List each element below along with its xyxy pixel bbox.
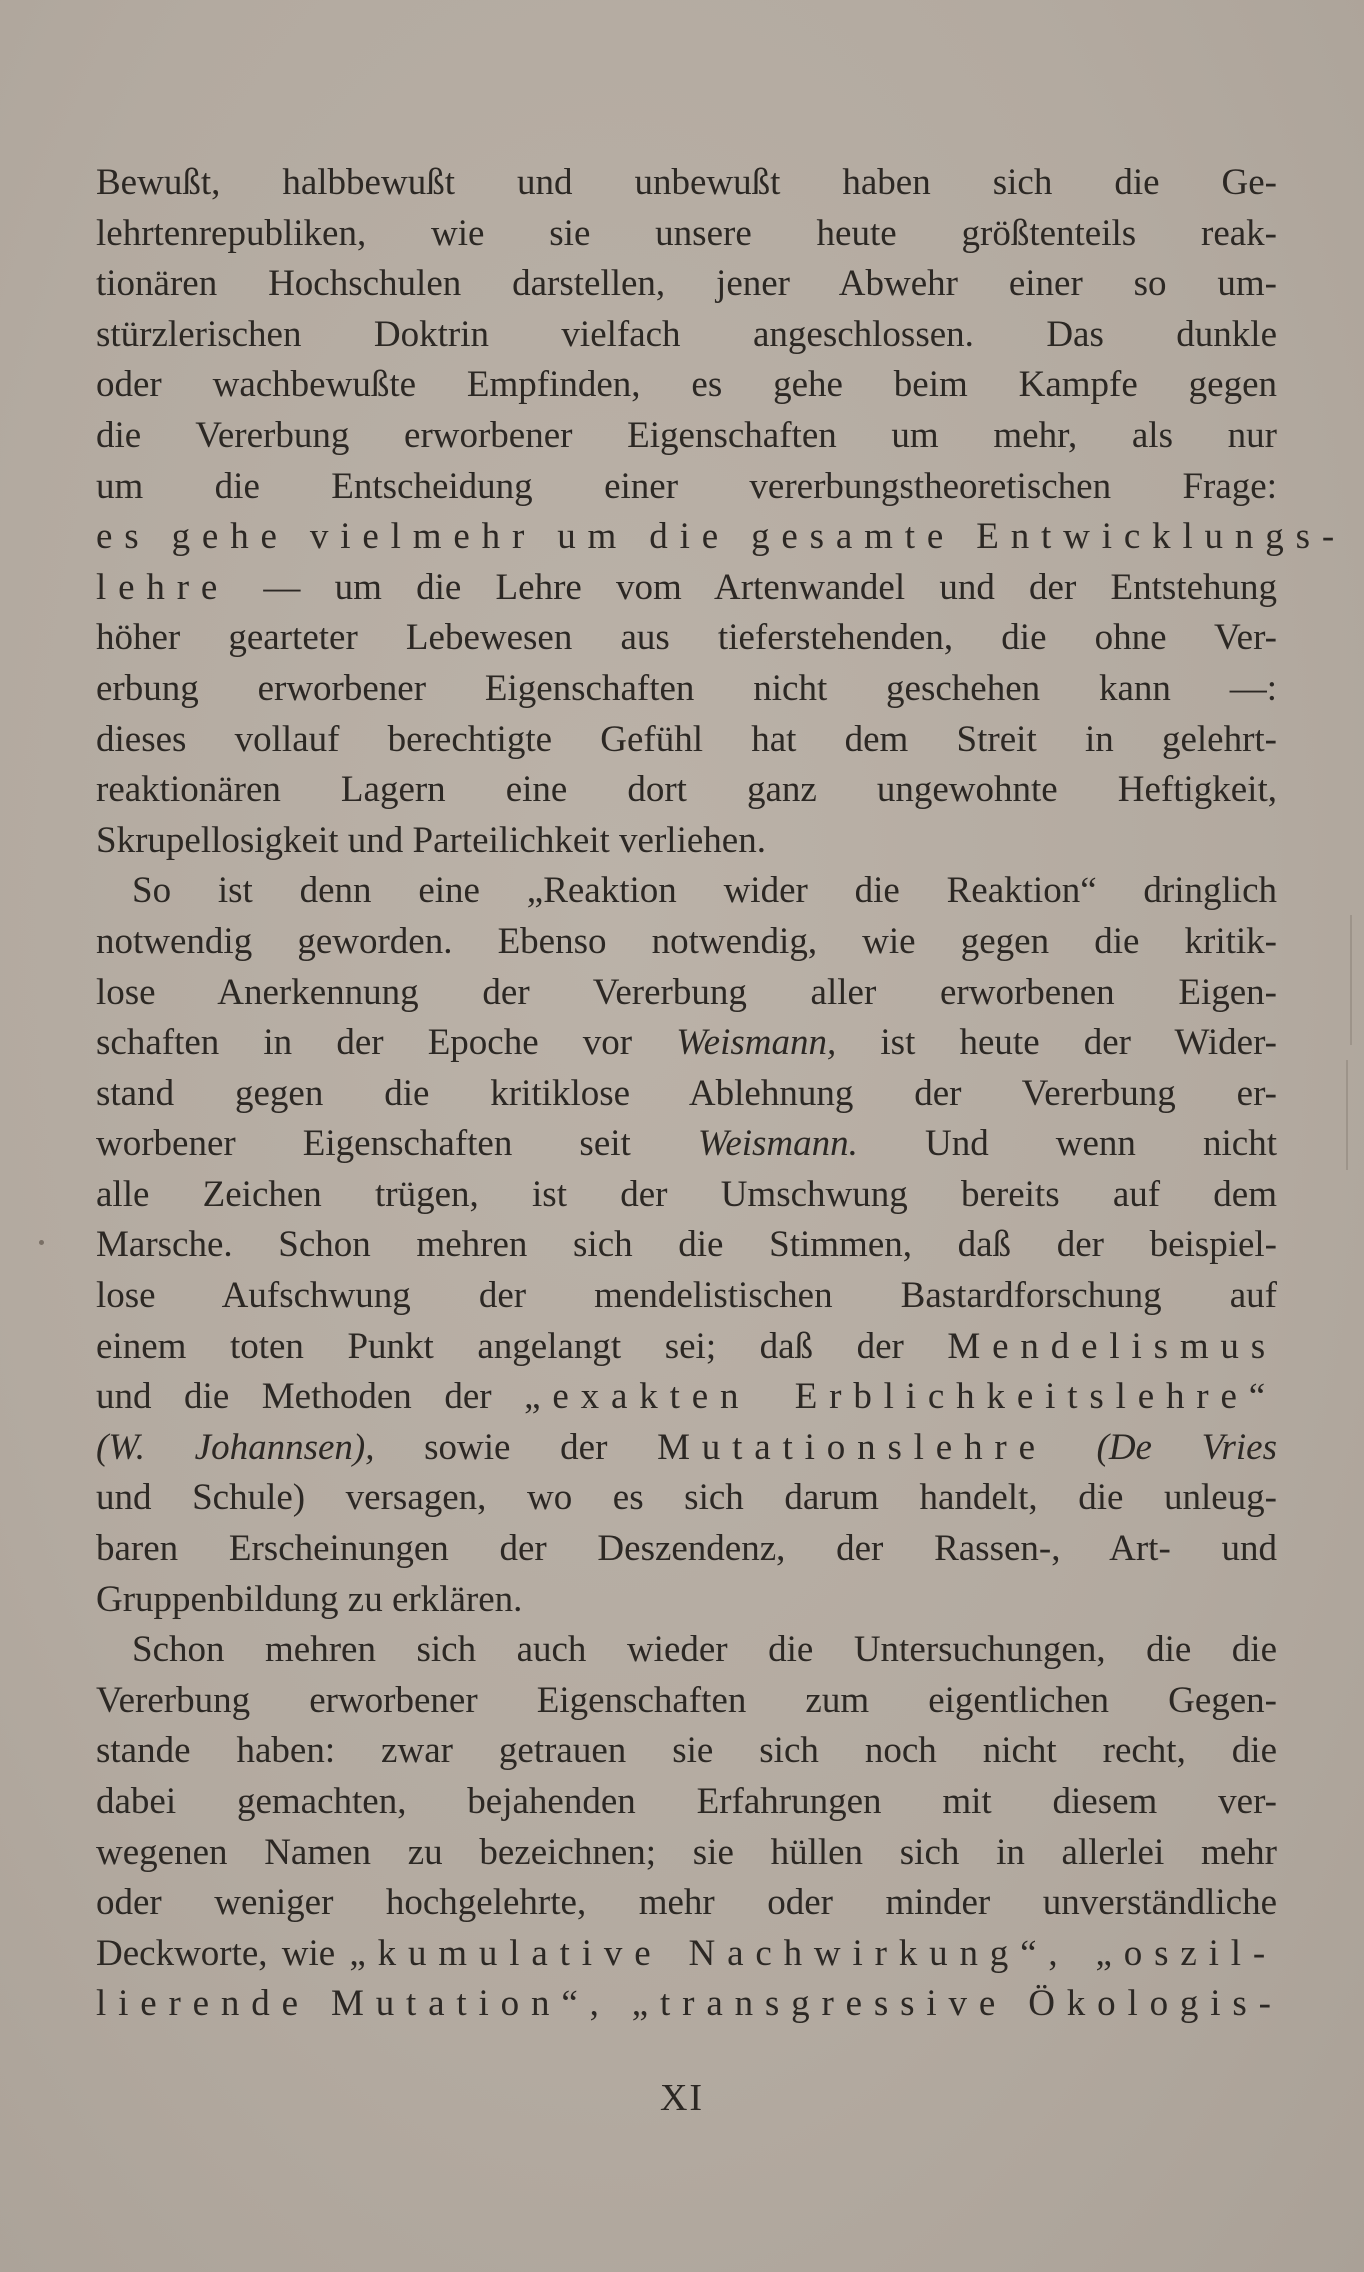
text-line: Bewußt, halbbewußt und unbewußt haben sich die Ge-	[96, 162, 1277, 203]
author-name: (W. Johannsen),	[96, 1426, 375, 1468]
text-line: Vererbung erworbener Eigenschaften zum eigentlichen Gegen-	[96, 1679, 1277, 1721]
emphasis-text: „exakten Erblichkeitslehre“	[524, 1376, 1277, 1418]
text-line: dabei gemachten, bejahenden Erfahrungen mit diesem ver-	[96, 1781, 1277, 1822]
text-fragment: einem toten Punkt angelangt sei; daß der	[96, 1325, 904, 1367]
text-line: die Vererbung erworbener Eigenschaften um mehr, als nur	[96, 414, 1277, 456]
text-line: Gruppenbildung zu erklären.	[96, 1578, 523, 1620]
text-line	[96, 1322, 1277, 1373]
text-line	[96, 1929, 1277, 1980]
text-fragment: schaften in der Epoche vor	[96, 1022, 633, 1064]
text-line: oder wachbewußte Empfinden, es gehe beim Kampfe gegen	[96, 364, 1277, 406]
text-line: baren Erscheinungen der Deszendenz, der Rassen-, Art- und	[96, 1528, 1277, 1570]
page-number: XI	[659, 2077, 705, 2119]
text-line: reaktionären Lagern eine dort ganz ungewohnte Heftigkeit,	[96, 769, 1277, 811]
text-line: erbung erworbener Eigenschaften nicht geschehen kann —:	[96, 667, 1277, 709]
text-line: alle Zeichen trügen, ist der Umschwung bereits auf dem	[96, 1173, 1277, 1215]
text-line: um die Entscheidung einer vererbungstheoretischen Frage:	[96, 465, 1277, 507]
text-line: Schon mehren sich auch wieder die Untersuchungen, die die	[132, 1629, 1277, 1671]
emphasis-text: lehre	[96, 566, 230, 608]
text-fragment: worbener Eigenschaften seit	[96, 1123, 631, 1165]
text-line: notwendig geworden. Ebenso notwendig, wie gegen die kritik-	[96, 920, 1277, 962]
text-fragment: Deckworte, wie	[96, 1932, 336, 1974]
text-line: So ist denn eine „Reaktion wider die Reaktion“ dringlich	[132, 870, 1277, 912]
text-line: es gehe vielmehr um die gesamte Entwicklungs-	[96, 516, 1346, 558]
emphasis-text: „kumulative Nachwirkung“, „oszil-	[349, 1932, 1278, 1974]
text-fragment: sowie der	[424, 1426, 608, 1468]
text-fragment: Und wenn nicht	[924, 1123, 1277, 1165]
text-fragment: — um die Lehre vom Artenwandel und der Entstehung	[263, 566, 1277, 608]
body-text	[96, 158, 1346, 2030]
margin-mark	[1346, 1060, 1348, 1170]
text-line: tionären Hochschulen darstellen, jener Abwehr einer so um-	[96, 263, 1277, 305]
text-fragment: ist heute der Wider-	[880, 1022, 1278, 1064]
text-line: lose Anerkennung der Vererbung aller erworbenen Eigen-	[96, 971, 1277, 1013]
text-line	[96, 563, 1277, 614]
text-line: stand gegen die kritiklose Ablehnung der Vererbung er-	[96, 1072, 1277, 1114]
text-line: dieses vollauf berechtigte Gefühl hat dem Streit in gelehrt-	[96, 718, 1277, 760]
margin-mark	[39, 1240, 44, 1245]
emphasis-text: Mendelismus	[947, 1325, 1278, 1367]
text-line: Skrupellosigkeit und Parteilichkeit verliehen.	[96, 819, 766, 861]
text-line	[96, 1018, 1277, 1069]
text-line: Marsche. Schon mehren sich die Stimmen, daß der beispiel-	[96, 1224, 1277, 1266]
text-line: lierende Mutation“, „transgressive Ökologis-	[96, 1983, 1283, 2025]
text-line: stande haben: zwar getrauen sie sich noch nicht recht, die	[96, 1730, 1277, 1772]
author-name: Weismann.	[697, 1123, 858, 1165]
author-name: (De Vries	[1096, 1426, 1277, 1468]
text-line: lose Aufschwung der mendelistischen Bastardforschung auf	[96, 1275, 1277, 1317]
text-line: lehrtenrepubliken, wie sie unsere heute größtenteils reak-	[96, 212, 1277, 254]
text-line: stürzlerischen Doktrin vielfach angeschlossen. Das dunkle	[96, 313, 1277, 355]
text-line	[96, 1372, 1277, 1423]
text-line: höher gearteter Lebewesen aus tieferstehenden, die ohne Ver-	[96, 617, 1277, 659]
text-line	[96, 1423, 1277, 1474]
margin-mark	[1350, 915, 1352, 1045]
text-line	[96, 1119, 1277, 1170]
emphasis-text: Mutationslehre	[657, 1426, 1047, 1468]
author-name: Weismann,	[676, 1022, 837, 1064]
text-line: wegenen Namen zu bezeichnen; sie hüllen sich in allerlei mehr	[96, 1831, 1277, 1873]
text-line: und Schule) versagen, wo es sich darum handelt, die unleug-	[96, 1477, 1277, 1519]
text-fragment: und die Methoden der	[96, 1376, 492, 1418]
text-line: oder weniger hochgelehrte, mehr oder minder unverständliche	[96, 1882, 1277, 1924]
